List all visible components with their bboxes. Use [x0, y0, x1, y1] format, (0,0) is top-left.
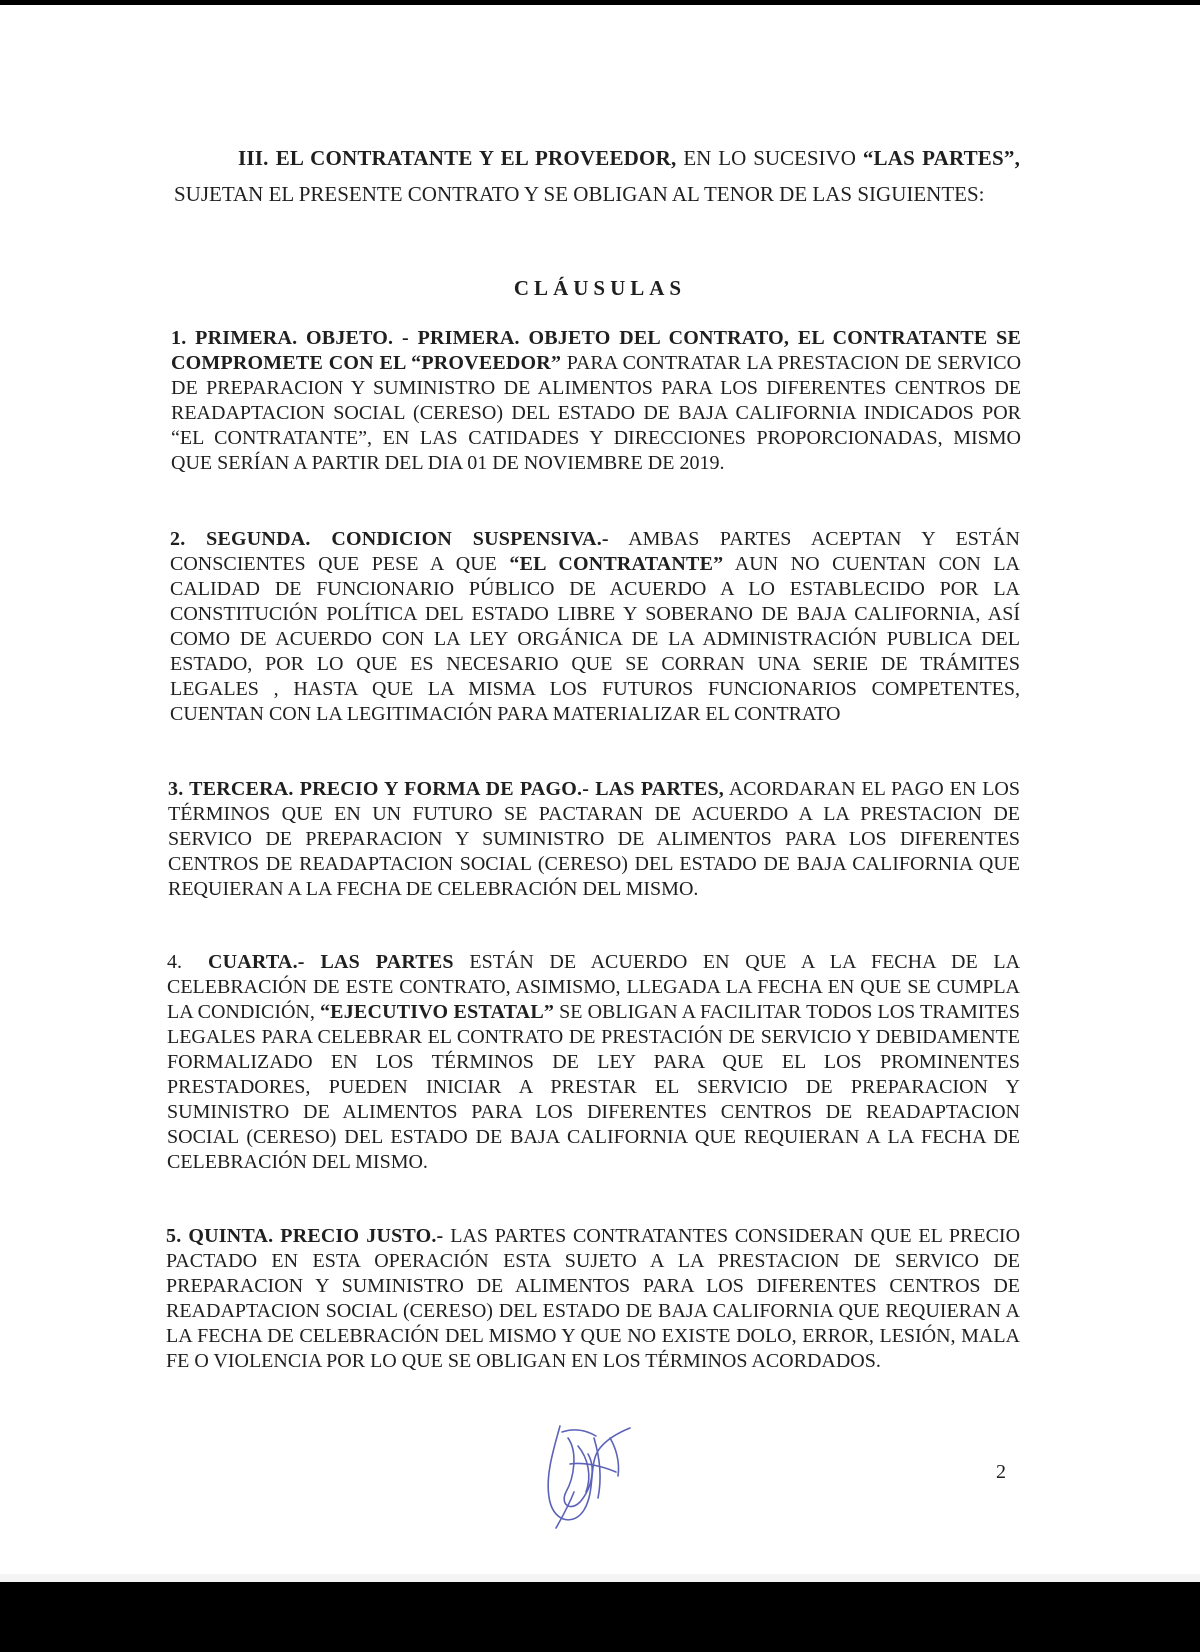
clause-2-text-1: AMBAS PARTES ACEPTAN Y ESTÁN CONSCIENTES QUE PESE A QUE [170, 528, 1020, 575]
clause-5-text: LAS PARTES CONTRATANTES CONSIDERAN QUE EL PRECIO PACTADO EN ESTA OPERACIÓN ESTA SUJETO A LA PRESTACION DE SERVICO DE PREPARACION Y SUMINISTRO DE ALIMENTOS PARA LOS DIFERENTES CENTROS DE READAPTACION SOCIAL (CERESO) DEL ESTADO DE BAJA CALIFORNIA QUE REQUIERAN A LA FECHA DE CELEBRACIÓN DEL MISMO Y QUE NO EXISTE DOLO, ERROR, LESIÓN, MALA FE O VIOLENCIA POR LO QUE SE OBLIGAN EN LOS TÉRMINOS ACORDADOS. [166, 1225, 1021, 1372]
clause-2-bold-2: “EL CONTRATANTE” [509, 553, 724, 575]
clause-4-text-2: SE OBLIGAN A FACILITAR TODOS LOS TRAMITES LEGALES PARA CELEBRAR EL CONTRATO DE PRESTACIÓN DE SERVICIO Y DEBIDAMENTE FORMALIZADO EN LOS TÉRMINOS DE LEY PARA QUE EL LOS PROMINENTES PRESTADORES, PUEDEN INICIAR A PRESTAR EL SERVICIO DE PREPARACION Y SUMINISTRO DE ALIMENTOS PARA LOS DIFERENTES CENTROS DE READAPTACION SOCIAL (CERESO) DEL ESTADO DE BAJA CALIFORNIA QUE REQUIERAN A LA FECHA DE CELEBRACIÓN DEL MISMO. [167, 1001, 1021, 1173]
section-heading: CLÁUSULAS [513, 276, 687, 300]
scan-border-top [0, 0, 1200, 5]
clause-5 [166, 1224, 1020, 1374]
intro-bold-1: III. EL CONTRATANTE Y EL PROVEEDOR, [238, 146, 677, 170]
clause-3 [168, 777, 1020, 902]
clause-2-bold-1: 2. SEGUNDA. CONDICION SUSPENSIVA.- [170, 528, 609, 550]
clause-1-text: PARA CONTRATAR LA PRESTACION DE SERVICO DE PREPARACION Y SUMINISTRO DE ALIMENTOS PARA LOS DIFERENTES CENTROS DE READAPTACION SOCIAL (CERESO) DEL ESTADO DE BAJA CALIFORNIA INDICADOS POR “EL CONTRATANTE”, EN LAS CATIDADES Y DIRECCIONES PROPORCIONADAS, MISMO QUE SERÍAN A PARTIR DEL DIA 01 DE NOVIEMBRE DE 2019. [171, 352, 1022, 474]
clause-2 [170, 527, 1020, 727]
clause-3-bold: 3. TERCERA. PRECIO Y FORMA DE PAGO.- LAS PARTES, [168, 778, 724, 800]
clause-4-text-1: ESTÁN DE ACUERDO EN QUE A LA FECHA DE LA CELEBRACIÓN DE ESTE CONTRATO, ASIMISMO, LLEGADA LA FECHA EN QUE SE CUMPLA LA CONDICIÓN, [167, 951, 1021, 1023]
intro-text-2: SUJETAN EL PRESENTE CONTRATO Y SE OBLIGAN AL TENOR DE LAS SIGUIENTES: [174, 182, 985, 206]
scan-edge-bottom [0, 1574, 1200, 1582]
clause-5-bold: 5. QUINTA. PRECIO JUSTO.- [166, 1225, 444, 1247]
scan-border-bottom [0, 1582, 1200, 1652]
page-number: 2 [996, 1461, 1006, 1483]
clause-2-text-2: AUN NO CUENTAN CON LA CALIDAD DE FUNCIONARIO PÚBLICO DE ACUERDO A LO ESTABLECIDO POR LA CONSTITUCIÓN POLÍTICA DEL ESTADO LIBRE Y SOBERANO DE BAJA CALIFORNIA, ASÍ COMO DE ACUERDO CON LA LEY ORGÁNICA DE LA ADMINISTRACIÓN PUBLICA DEL ESTADO, POR LO QUE ES NECESARIO QUE SE CORRAN UNA SERIE DE TRÁMITES LEGALES , HASTA QUE LA MISMA LOS FUTUROS FUNCIONARIOS COMPETENTES, CUENTAN CON LA LEGITIMACIÓN PARA MATERIALIZAR EL CONTRATO [170, 553, 1020, 725]
clause-3-text: ACORDARAN EL PAGO EN LOS TÉRMINOS QUE EN UN FUTURO SE PACTARAN DE ACUERDO A LA PRESTACION DE SERVICO DE PREPARACION Y SUMINISTRO DE ALIMENTOS PARA LOS DIFERENTES CENTROS DE READAPTACION SOCIAL (CERESO) DEL ESTADO DE BAJA CALIFORNIA QUE REQUIERAN A LA FECHA DE CELEBRACIÓN DEL MISMO. [168, 778, 1020, 900]
intro-bold-2: “LAS PARTES”, [862, 146, 1021, 170]
clause-4 [167, 950, 1020, 1175]
intro-text-1: EN LO SUCESIVO [683, 146, 856, 170]
clause-4-bold-2: “EJECUTIVO ESTATAL” [319, 1001, 555, 1023]
clause-1-bold: 1. PRIMERA. OBJETO. - PRIMERA. OBJETO DEL CONTRATO, EL CONTRATANTE SE COMPROMETE CON EL “PROVEEDOR” [171, 327, 1021, 374]
clause-4-bold-1: CUARTA.- LAS PARTES [208, 951, 454, 973]
clause-1 [171, 326, 1021, 476]
signature-mark [540, 1418, 640, 1536]
clause-4-number: 4. [167, 951, 182, 973]
intro-paragraph [174, 140, 1020, 212]
